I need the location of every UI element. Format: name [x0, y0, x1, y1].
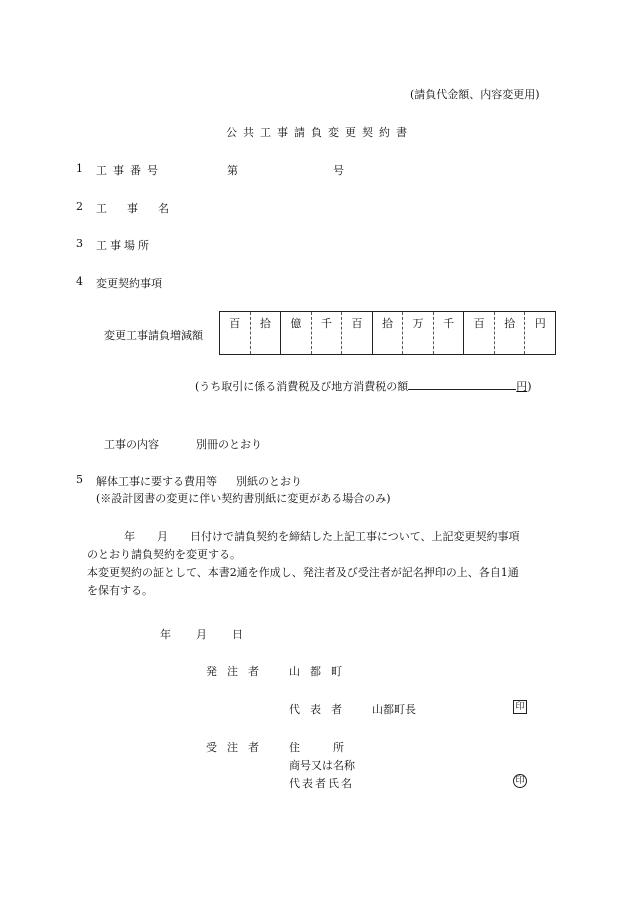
- contractor-address-label: 住 所: [289, 741, 344, 754]
- amount-label: 変更工事請負増減額: [104, 329, 203, 342]
- tax-amount-blank: [408, 378, 516, 390]
- tax-note-unit: 円: [516, 380, 528, 393]
- amount-cell: 拾: [372, 312, 403, 354]
- amount-cell: 百: [341, 312, 372, 354]
- amount-cell: 百: [463, 312, 494, 354]
- contractor-company-label: 商号又は名称: [289, 759, 355, 772]
- orderer-rep-name: 山都町長: [372, 703, 416, 716]
- form-type-note: (請負代金額、内容変更用): [410, 88, 540, 101]
- date-year: 年: [160, 628, 171, 641]
- item4-label: 変更契約事項: [96, 277, 162, 290]
- document-title: 公共工事請負変更契約書: [226, 126, 413, 139]
- item1-go: 号: [333, 164, 344, 177]
- body-line-1: 年 月 日付けで請負契約を締結した上記工事について、上記変更契約事項: [124, 530, 520, 543]
- item3-number: 3: [76, 237, 83, 250]
- body-line-2: のとおり請負契約を変更する。: [87, 548, 241, 561]
- amount-cell: 万: [402, 312, 433, 354]
- tax-note-prefix: (うち取引に係る消費税及び地方消費税の額: [195, 380, 409, 393]
- item5-note: (※設計図書の変更に伴い契約書別紙に変更がある場合のみ): [96, 492, 391, 505]
- amount-cell: 億: [280, 312, 311, 354]
- amount-cell: 円: [524, 312, 555, 354]
- item5-value: 別紙のとおり: [236, 475, 302, 488]
- item1-dai: 第: [227, 164, 238, 177]
- amount-cell: 拾: [494, 312, 525, 354]
- item3-label: 工事場所: [96, 239, 152, 252]
- amount-table: [219, 311, 556, 355]
- tax-note: [195, 378, 532, 394]
- amount-cell: 千: [311, 312, 342, 354]
- body-line-3: 本変更契約の証として、本書2通を作成し、発注者及び受注者が記名押印の上、各自1通: [87, 566, 519, 579]
- orderer-name: 山都町: [289, 665, 352, 678]
- contractor-rep-label: 代表者氏名: [289, 777, 354, 790]
- date-month: 月: [196, 628, 207, 641]
- body-line-4: を保有する。: [87, 584, 153, 597]
- item2-number: 2: [76, 200, 83, 213]
- tax-note-suffix: ): [527, 380, 532, 393]
- item1-number: 1: [76, 162, 83, 175]
- item5-label: 解体工事に要する費用等: [96, 475, 217, 488]
- item4-number: 4: [76, 275, 83, 288]
- orderer-seal-mark: 印: [513, 700, 527, 714]
- work-content-label: 工事の内容: [104, 438, 159, 451]
- item2-label: 工事名: [96, 202, 189, 215]
- item1-label: 工事番号: [96, 164, 164, 177]
- amount-cell: 拾: [250, 312, 281, 354]
- date-day: 日: [232, 628, 243, 641]
- orderer-label: 発注者: [206, 665, 269, 678]
- contractor-label: 受注者: [206, 741, 269, 754]
- orderer-rep-label: 代表者: [289, 703, 352, 716]
- work-content-value: 別冊のとおり: [196, 438, 262, 451]
- amount-cell: 千: [433, 312, 464, 354]
- amount-cell: 百: [229, 317, 241, 330]
- item5-number: 5: [76, 473, 83, 486]
- contractor-seal-mark: 印: [513, 774, 527, 788]
